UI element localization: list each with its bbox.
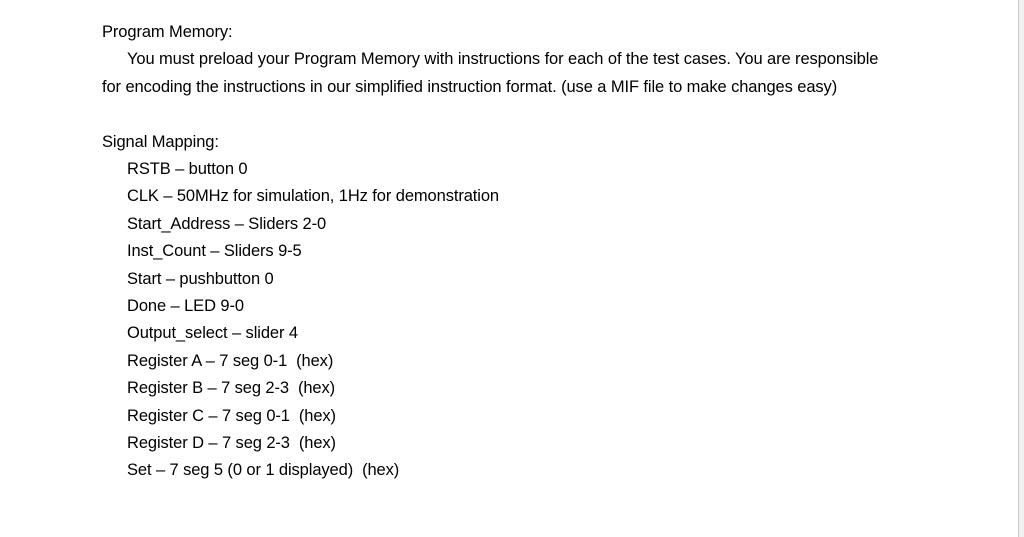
- signal-mapping-heading: Signal Mapping:: [102, 132, 219, 151]
- signal-mapping-list: [102, 156, 882, 485]
- signal-mapping-item: Done – LED 9-0: [127, 297, 244, 316]
- signal-mapping-item: Register A – 7 seg 0-1 (hex): [127, 351, 334, 370]
- signal-mapping-item: RSTB – button 0: [127, 160, 248, 179]
- signal-mapping-item: Start – pushbutton 0: [127, 269, 274, 288]
- signal-mapping-item: Register B – 7 seg 2-3 (hex): [127, 379, 336, 398]
- program-memory-heading: Program Memory:: [102, 23, 233, 41]
- signal-mapping-item: Register D – 7 seg 2-3 (hex): [127, 434, 336, 453]
- signal-mapping-item: Set – 7 seg 5 (0 or 1 displayed) (hex): [127, 461, 400, 480]
- signal-mapping-item: CLK – 50MHz for simulation, 1Hz for demonstration: [127, 187, 500, 206]
- document-page: [102, 19, 882, 485]
- program-memory-paragraph: You must preload your Program Memory with instructions for each of the test cases. You are responsible for encoding the instructions in our simplified instruction format. (use a MIF file to make changes easy): [102, 50, 879, 96]
- signal-mapping-item: Inst_Count – Sliders 9-5: [127, 242, 302, 261]
- page-edge-scrollbar[interactable]: [1018, 0, 1024, 537]
- signal-mapping-item: Register C – 7 seg 0-1 (hex): [127, 406, 336, 425]
- signal-mapping-item: Start_Address – Sliders 2-0: [127, 214, 327, 233]
- signal-mapping-item: Output_select – slider 4: [127, 324, 298, 343]
- blank-line: [102, 101, 882, 128]
